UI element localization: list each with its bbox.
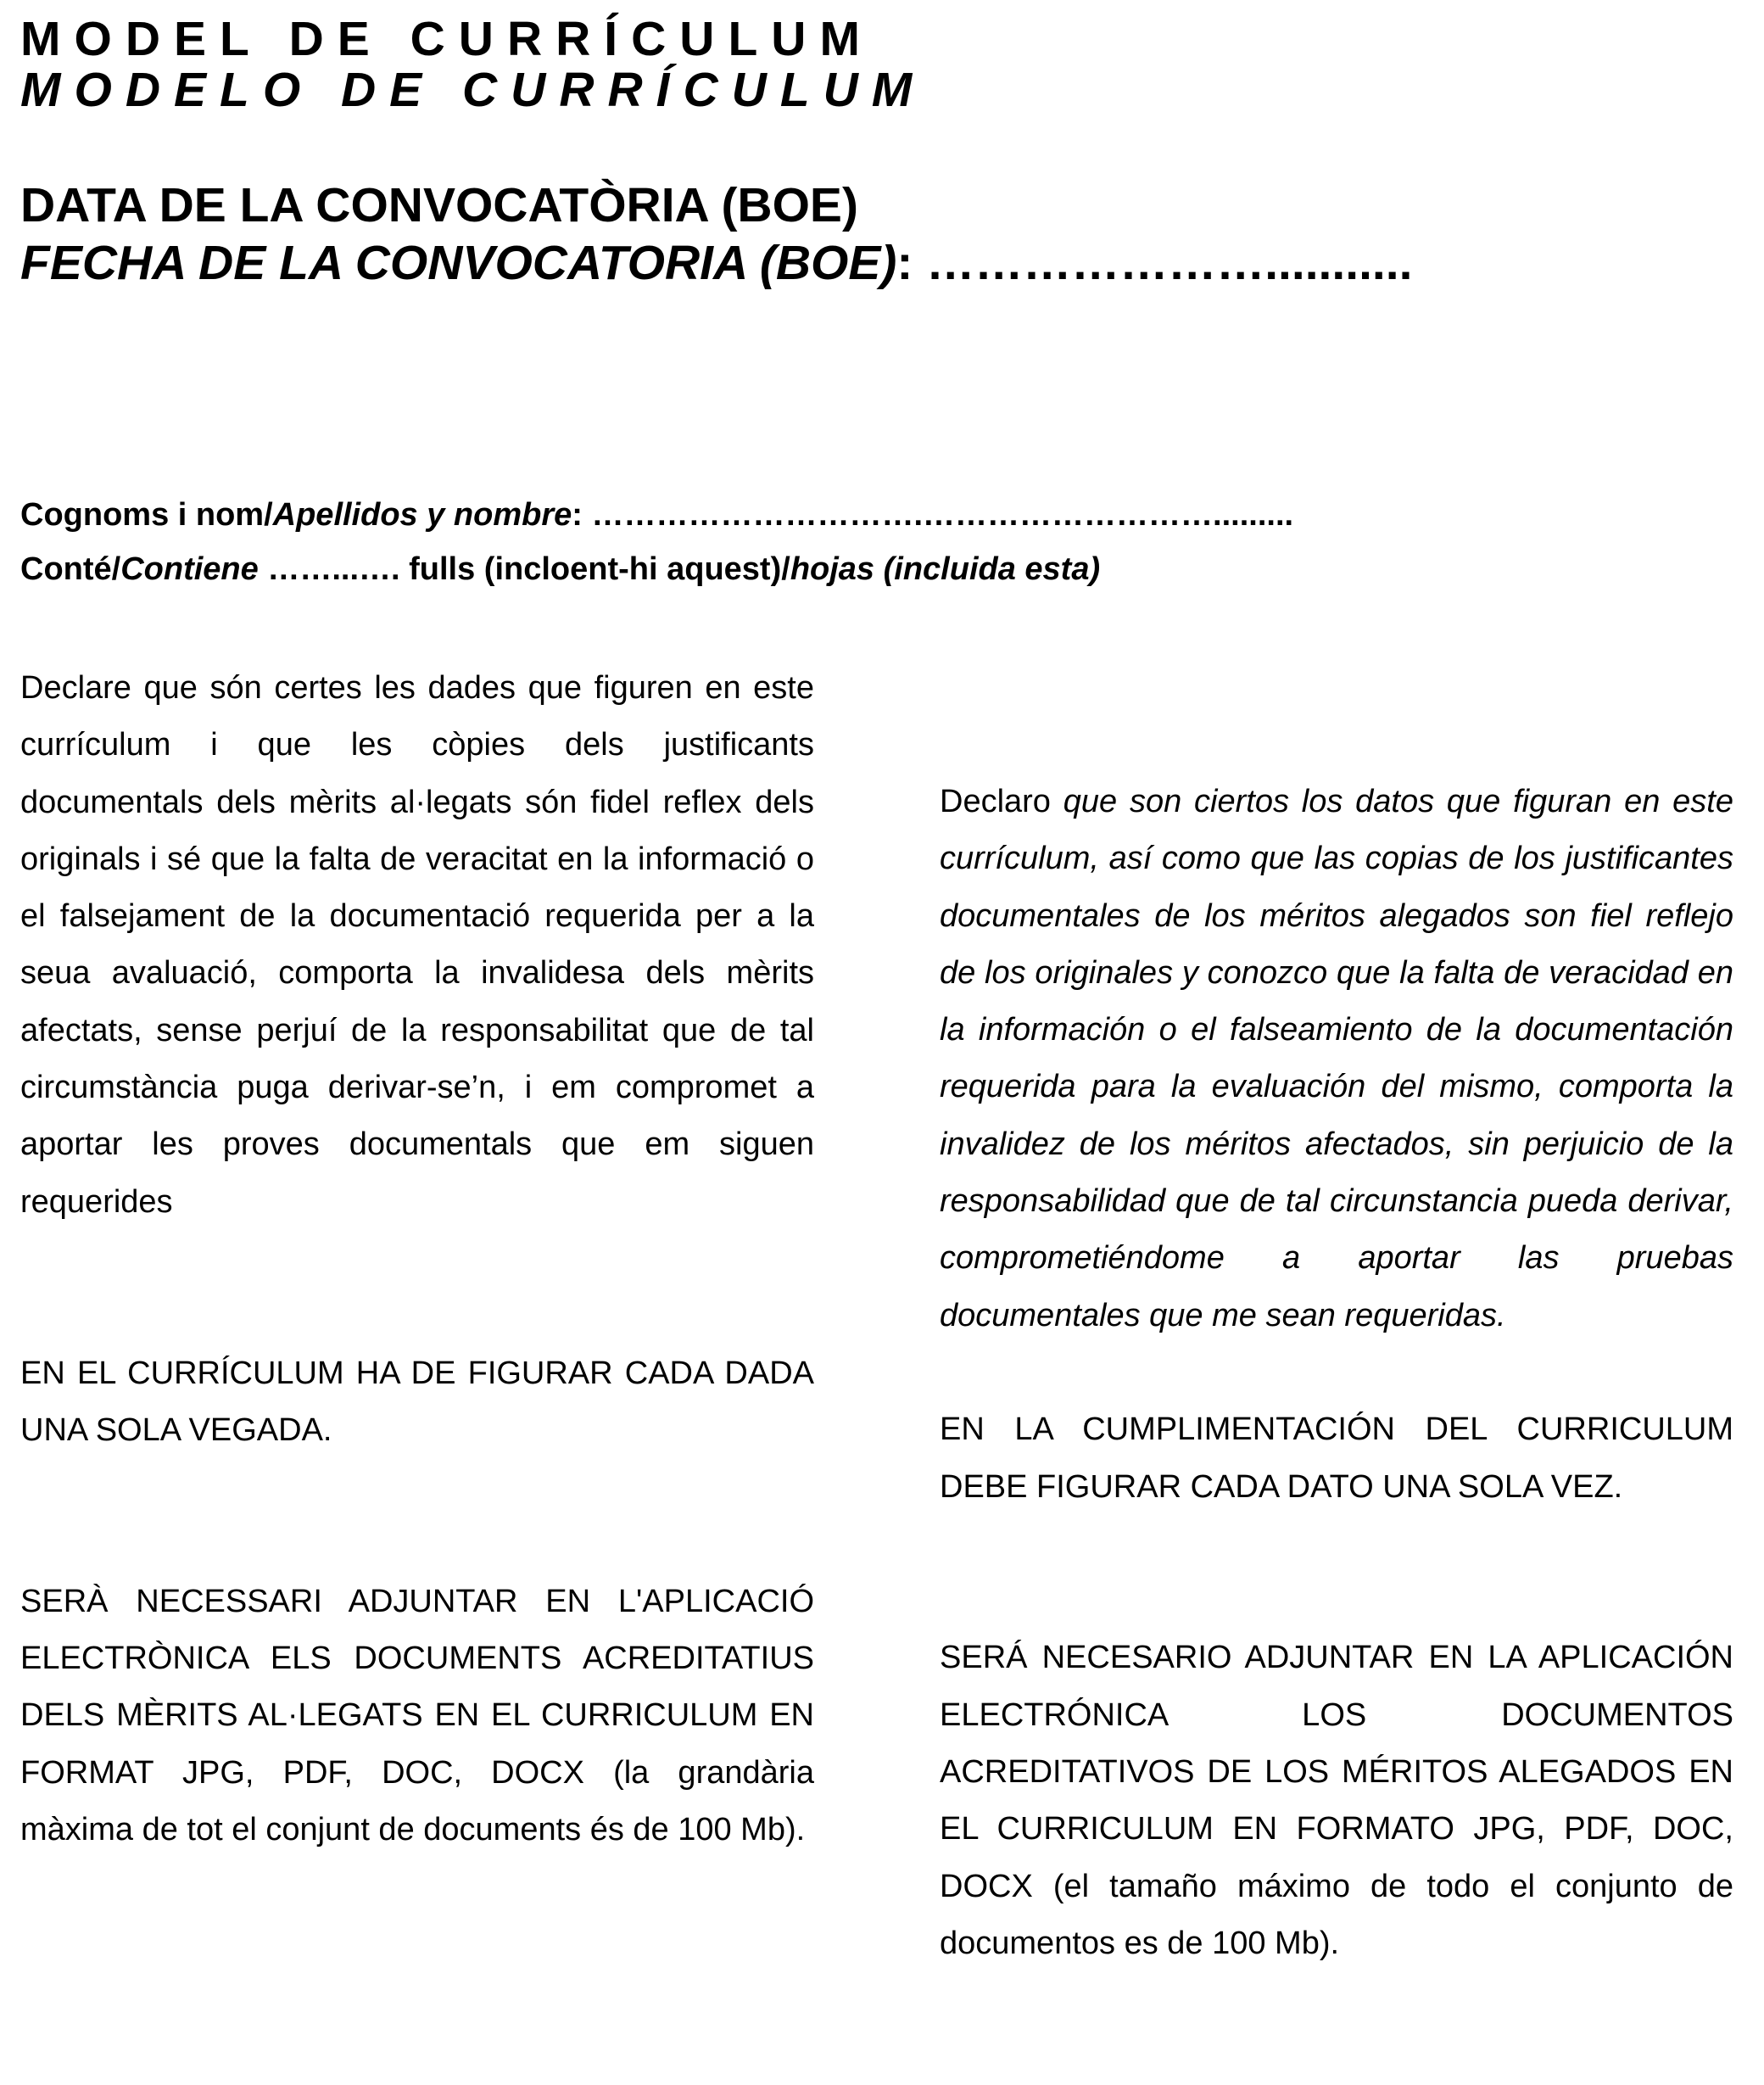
convocation-date-catalan: DATA DE LA CONVOCATÒRIA (BOE): [20, 178, 858, 232]
name-fill: : ………………………….……………………….........: [572, 497, 1294, 533]
once-notice-catalan: EN EL CURRÍCULUM HA DE FIGURAR CADA DADA UNA SOLA VEGADA.: [20, 1355, 814, 1448]
declaration-spanish: [940, 774, 1733, 1344]
spanish-column: [940, 774, 1733, 1972]
convocation-date-spanish: [20, 236, 1413, 290]
name-label-catalan: Cognoms i nom/: [20, 497, 273, 533]
declaration-spanish-text: que son ciertos los datos que figuran en este currículum, así como que las copias de los justificantes documentales de los méritos alegados son fiel reflejo de los originales y conozco que la falta de veracidad en la información o el falseamiento de la documentación requerida para la evaluación del mismo, comporta la invalidez de los méritos afectados, sin perjuicio de la responsabilidad que de tal circunstancia pueda derivar, comprometiéndome a aportar las pruebas documentales que me sean requeridas.: [940, 784, 1733, 1333]
title-spanish: MODELO DE CURRÍCULUM: [20, 63, 926, 117]
sheets-label-spanish: Contiene: [120, 551, 259, 587]
sheets-field: [20, 553, 1100, 585]
title-catalan: MODEL DE CURRÍCULUM: [20, 12, 874, 66]
sheets-note-spanish: hojas (incluida esta): [790, 551, 1101, 587]
once-notice-spanish: EN LA CUMPLIMENTACIÓN DEL CURRICULUM DEBE FIGURAR CADA DATO UNA SOLA VEZ.: [940, 1411, 1733, 1505]
attach-notice-catalan: SERÀ NECESSARI ADJUNTAR EN L'APLICACIÓ ELECTRÒNICA ELS DOCUMENTS ACREDITATIUS DELS MÈRITS AL·LEGATS EN EL CURRICULUM EN FORMAT JPG, PDF, DOC, DOCX (la grandària màxima de tot el conjunt de documents és de 100 Mb).: [20, 1583, 814, 1847]
convocation-date-fill: : …………………...........: [896, 236, 1413, 290]
catalan-column: [20, 660, 814, 1859]
convocation-date-spanish-label: FECHA DE LA CONVOCATORIA (BOE): [20, 236, 897, 290]
name-label-spanish: Apellidos y nombre: [272, 497, 572, 533]
declaration-spanish-first-word: Declaro: [940, 784, 1051, 819]
attach-notice-spanish: SERÁ NECESARIO ADJUNTAR EN LA APLICACIÓN ELECTRÓNICA LOS DOCUMENTOS ACREDITATIVOS DE LOS MÉRITOS ALEGADOS EN EL CURRICULUM EN FORMATO JPG, PDF, DOC, DOCX (el tamaño máximo de todo el conjunto de documentos es de 100 Mb).: [940, 1640, 1733, 1961]
declaration-catalan: Declare que són certes les dades que figuren en este currículum i que les còpies dels justificants documentals dels mèrits al·legats són fidel reflex dels originals i sé que la falta de veracitat en la informació o el falsejament de la documentació requerida per a la seua avaluació, comporta la invalidesa dels mèrits afectats, sense perjuí de la responsabilitat que de tal circumstància puga derivar-se’n, i em compromet a aportar les proves documentals que em siguen requerides: [20, 670, 814, 1220]
name-field: [20, 499, 1293, 531]
sheets-fill: ……...…. fulls (incloent-hi aquest)/: [258, 551, 790, 587]
sheets-label-catalan: Conté/: [20, 551, 121, 587]
